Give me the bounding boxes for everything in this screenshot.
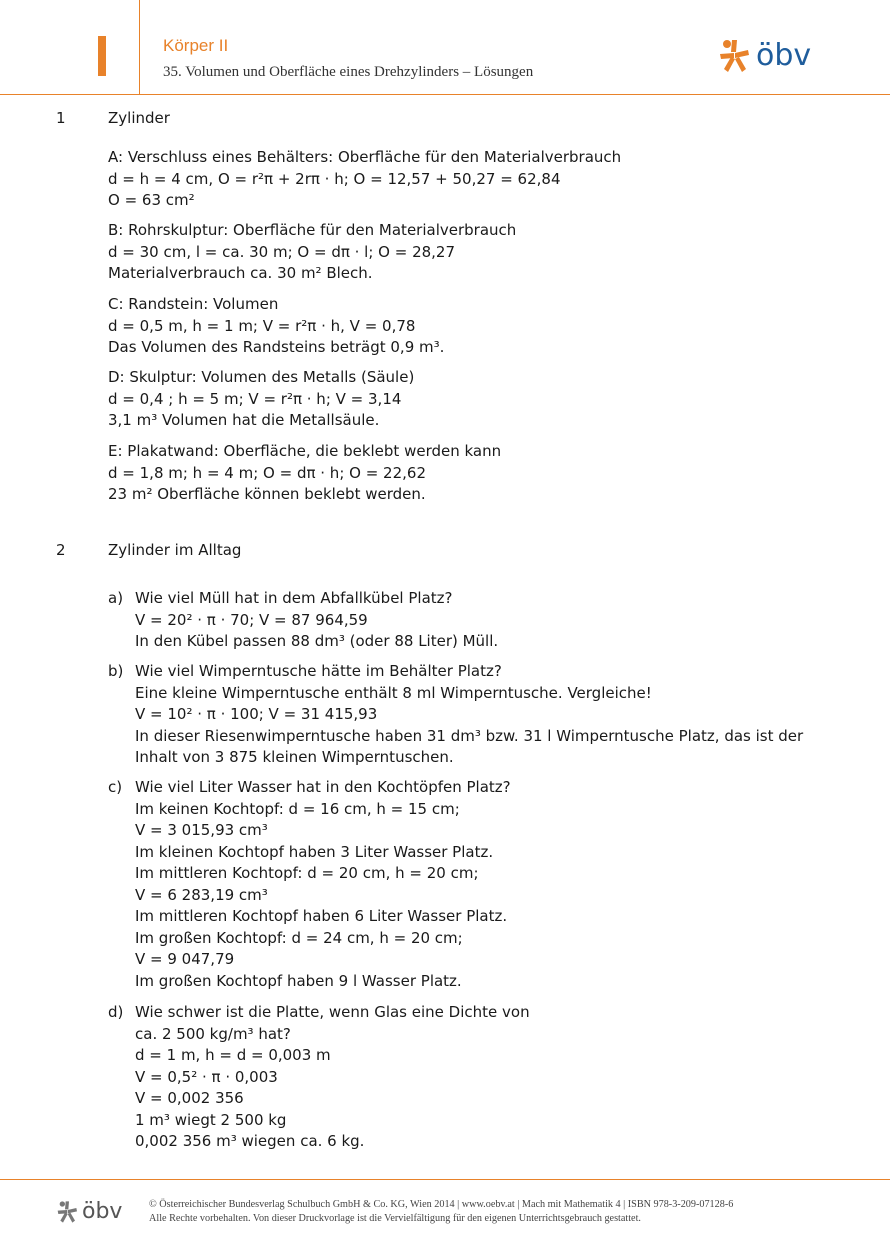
task-line: V = 9 047,79 — [135, 950, 235, 968]
solution-block-e — [108, 441, 501, 506]
solution-line: d = h = 4 cm, O = r²π + 2rπ · h; O = 12,57 + 50,27 = 62,84 — [108, 169, 561, 188]
section-title: Zylinder im Alltag — [108, 541, 242, 559]
task-line: In dieser Riesenwimperntusche haben 31 dm³ bzw. 31 l Wimperntusche Platz, das ist der — [135, 726, 804, 745]
copyright-notice — [149, 1198, 733, 1226]
section-number: 2 — [56, 541, 66, 559]
solution-line: Das Volumen des Randsteins beträgt 0,9 m³. — [108, 338, 445, 356]
chapter-title: Körper II — [163, 36, 229, 55]
star-icon — [56, 1200, 78, 1224]
star-icon — [718, 38, 750, 74]
page-subtitle: 35. Volumen und Oberfläche eines Drehzylinders – Lösungen — [163, 64, 534, 80]
task-line: In den Kübel passen 88 dm³ (oder 88 Liter) Müll. — [135, 632, 499, 650]
task-line: Im mittleren Kochtopf haben 6 Liter Wasser Platz. — [135, 907, 508, 925]
task-label: d) — [108, 1003, 124, 1021]
solution-line: C: Randstein: Volumen — [108, 295, 279, 313]
header-accent-bar — [98, 36, 106, 76]
task-line: Wie viel Liter Wasser hat in den Kochtöpfen Platz? — [135, 778, 511, 796]
task-line: Im großen Kochtopf: d = 24 cm, h = 20 cm; — [135, 928, 463, 947]
solution-line: 23 m² Oberfläche können beklebt werden. — [108, 485, 426, 503]
header-divider-vertical — [139, 0, 140, 94]
solution-line: 3,1 m³ Volumen hat die Metallsäule. — [108, 411, 380, 429]
task-line: Eine kleine Wimperntusche enthält 8 ml Wimperntusche. Vergleiche! — [135, 683, 652, 702]
solution-line: d = 30 cm, l = ca. 30 m; O = dπ · l; O = 28,27 — [108, 242, 456, 261]
solution-line: d = 1,8 m; h = 4 m; O = dπ · h; O = 22,62 — [108, 463, 426, 482]
task-line: Wie viel Müll hat in dem Abfallkübel Platz? — [135, 589, 453, 607]
footer-divider — [0, 1179, 890, 1180]
solution-line: D: Skulptur: Volumen des Metalls (Säule) — [108, 368, 415, 386]
solution-line: Materialverbrauch ca. 30 m² Blech. — [108, 264, 373, 282]
task-line: V = 0,002 356 — [135, 1089, 244, 1107]
solution-block-b — [108, 220, 516, 285]
task-line: ca. 2 500 kg/m³ hat? — [135, 1024, 291, 1043]
task-line: Im großen Kochtopf haben 9 l Wasser Platz. — [135, 971, 462, 990]
logo-text: öbv — [756, 38, 812, 73]
task-label: a) — [108, 589, 124, 607]
task-line: Im mittleren Kochtopf: d = 20 cm, h = 20 cm; — [135, 864, 479, 882]
task-label: b) — [108, 662, 124, 680]
task-line: 0,002 356 m³ wiegen ca. 6 kg. — [135, 1132, 365, 1150]
solution-block-c — [108, 294, 444, 359]
solution-line: O = 63 cm² — [108, 191, 195, 209]
task-line: V = 0,5² · π · 0,003 — [135, 1067, 278, 1086]
task-line: Inhalt von 3 875 kleinen Wimperntuschen. — [135, 748, 454, 766]
solution-block-a — [108, 147, 621, 212]
rights-line: Alle Rechte vorbehalten. Von dieser Druckvorlage ist die Vervielfältigung für den eigenen Unterrichtsgebrauch gestattet. — [149, 1213, 641, 1224]
task-line: d = 1 m, h = d = 0,003 m — [135, 1046, 331, 1064]
task-line: Wie schwer ist die Platte, wenn Glas eine Dichte von — [135, 1003, 530, 1021]
task-line: Wie viel Wimperntusche hätte im Behälter Platz? — [135, 662, 502, 680]
solution-block-d — [108, 367, 414, 432]
task-line: V = 3 015,93 cm³ — [135, 821, 268, 839]
task-line: V = 10² · π · 100; V = 31 415,93 — [135, 705, 378, 723]
section-number: 1 — [56, 109, 66, 127]
task-line: 1 m³ wiegt 2 500 kg — [135, 1110, 287, 1129]
solution-line: B: Rohrskulptur: Oberfläche für den Materialverbrauch — [108, 221, 517, 239]
task-line: V = 20² · π · 70; V = 87 964,59 — [135, 610, 368, 629]
task-line: V = 6 283,19 cm³ — [135, 885, 268, 904]
copyright-line: © Österreichischer Bundesverlag Schulbuch GmbH & Co. KG, Wien 2014 | www.oebv.at | Mach mit Mathematik 4 | ISBN 978-3-209-07128-6 — [149, 1199, 734, 1210]
task-line: Im kleinen Kochtopf haben 3 Liter Wasser Platz. — [135, 842, 494, 861]
section-title: Zylinder — [108, 109, 170, 127]
task-line: Im keinen Kochtopf: d = 16 cm, h = 15 cm; — [135, 799, 460, 818]
solution-line: d = 0,4 ; h = 5 m; V = r²π · h; V = 3,14 — [108, 389, 402, 408]
solution-line: A: Verschluss eines Behälters: Oberfläche für den Materialverbrauch — [108, 148, 622, 166]
publisher-logo — [718, 38, 811, 74]
footer-logo — [56, 1200, 122, 1224]
solution-line: E: Plakatwand: Oberfläche, die beklebt werden kann — [108, 442, 502, 460]
header-divider-horizontal — [0, 94, 890, 95]
task-label: c) — [108, 778, 123, 796]
solution-line: d = 0,5 m, h = 1 m; V = r²π · h, V = 0,78 — [108, 316, 416, 335]
footer-logo-text: öbv — [82, 1199, 123, 1224]
